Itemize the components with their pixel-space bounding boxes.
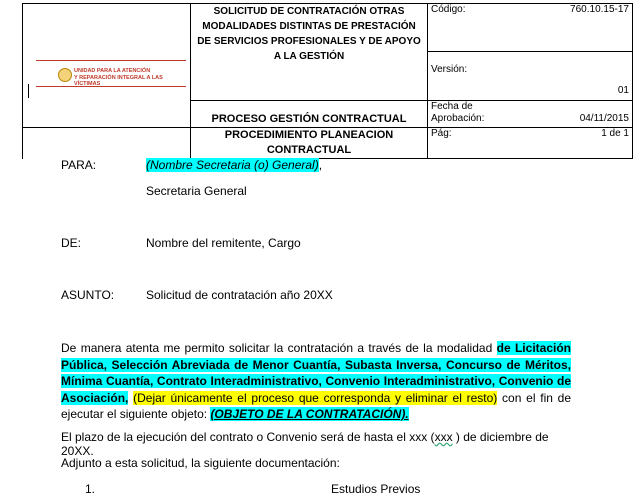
from-label: DE: [61,236,82,250]
text-cursor [28,84,29,98]
org-logo-text-2: Y REPARACIÓN INTEGRAL A LAS VÍCTIMAS [74,74,163,87]
page-value: 1 de 1 [601,128,629,139]
document-title: SOLICITUD DE CONTRATACIÓN OTRAS MODALIDADES DISTINTAS DE PRESTACIÓN DE SERVICIOS PROFESIONALES Y DE APOYO A LA GESTIÓN [191,4,428,101]
approval-label-2: Aprobación: [431,112,485,124]
code-label: Código: 760.10.15-17 [428,4,633,52]
subject-value: Solicitud de contratación año 20XX [146,288,333,302]
term-paragraph: El plazo de la ejecución del contrato o Convenio será de hasta el xxx (xxx ) de diciembre de 20XX. [61,430,549,458]
modalities-list: de Licitación Pública, Selección Abreviada de Menor Cuantía, Subasta Inversa, Concurso de Méritos, Mínima Cuantía, Contrato Interadministrativo, Convenio Interadministrativo, Convenio de Asociación, [61,341,571,405]
procedure-name: PROCEDIMIENTO PLANEACION CONTRACTUAL [191,128,428,159]
org-logo-text-1: UNIDAD PARA LA ATENCIÓN [74,68,151,74]
instruction-note: (Dejar únicamente el proceso que corresponda y eliminar el resto) [133,390,498,405]
list-number: 1. [85,482,96,496]
to-title: Secretaria General [146,184,247,198]
process-name: PROCESO GESTIÓN CONTRACTUAL [191,100,428,127]
document-header-table [22,3,633,159]
subject-label: ASUNTO: [61,288,115,302]
org-logo [26,4,187,127]
page-cell: Pág: 1 de 1 [428,128,633,159]
from-value: Nombre del remitente, Cargo [146,236,301,250]
list-item-label: Estudios Previos [331,482,421,496]
attachments-intro: Adjunto a esta solicitud, la siguiente documentación: [61,456,340,470]
code-value: 760.10.15-17 [570,4,629,15]
logo-cell [23,4,191,128]
to-value: (Nombre Secretaria (o) General) [146,158,319,172]
approval-cell [428,100,633,127]
approval-value: 04/11/2015 [579,112,629,124]
version-cell [428,51,633,100]
contract-object: (OBJETO DE LA CONTRATACIÓN). [210,407,409,421]
to-label: PARA: [61,158,97,172]
request-paragraph: De manera atenta me permito solicitar la contratación a través de la modalidad de Licitación Pública, Selección Abreviada de Menor Cuantía, Subasta Inversa, Concurso de Méritos, Mínima Cuantía, Contrato Interadministrativo, Convenio Interadministrativo, Convenio de Asociación, (Dejar únicamente el proceso que corresponda y eliminar el resto) con el fin de ejecutar el siguiente objeto: (OBJETO DE LA CONTRATACIÓN). [61,341,571,421]
approval-label-1: Fecha de [431,100,473,112]
version-value: 01 [617,84,629,96]
version-label: Versión: [431,63,468,75]
colombia-seal-icon [58,68,72,82]
